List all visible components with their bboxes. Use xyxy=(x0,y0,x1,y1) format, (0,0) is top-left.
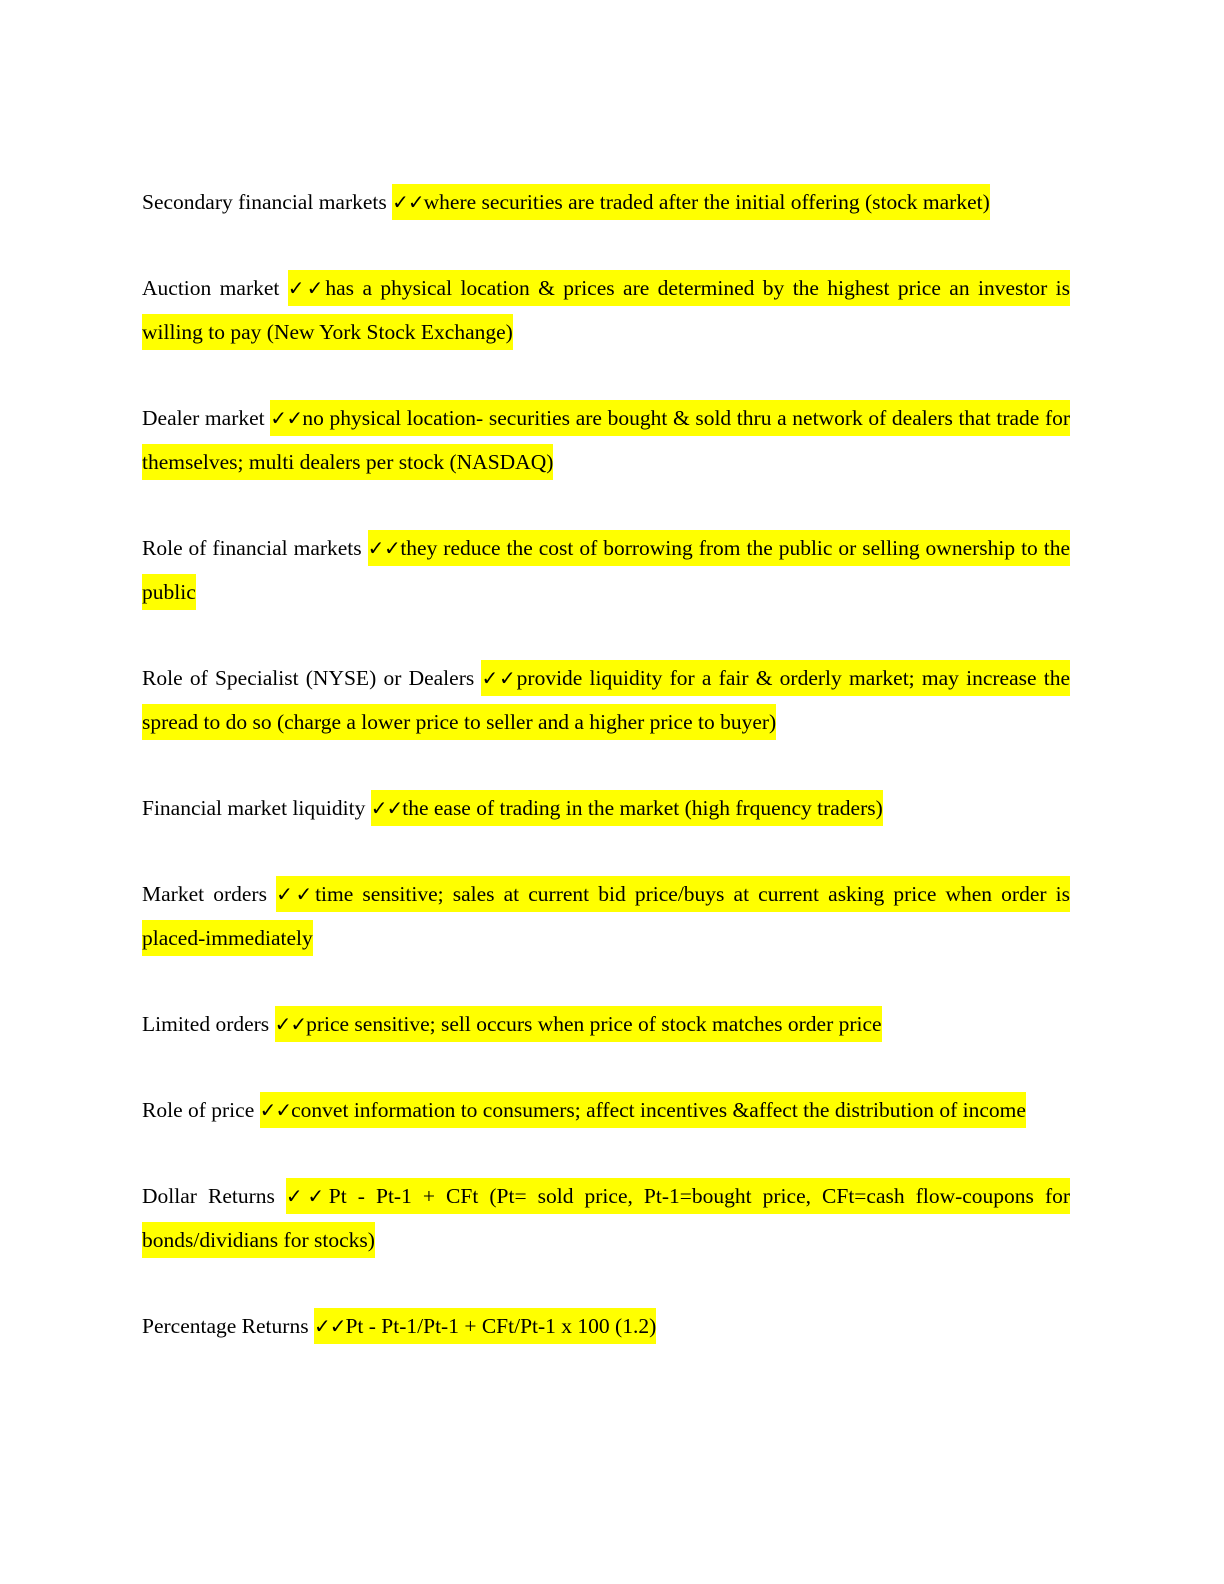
definition-text: Pt - Pt-1 + CFt (Pt= sold price, Pt-1=bought price, CFt=cash flow-coupons for bonds/dividians for stocks) xyxy=(142,1184,1071,1252)
double-check-icon: ✓✓ xyxy=(287,276,326,300)
entry-auction-market xyxy=(142,266,1070,354)
entry-dollar-returns xyxy=(142,1174,1070,1262)
entry-term: Role of price xyxy=(142,1098,255,1122)
entry-limited-orders xyxy=(142,1002,1070,1046)
entry-term: Dollar Returns xyxy=(142,1184,275,1208)
entry-definition xyxy=(314,1308,656,1344)
entry-market-orders xyxy=(142,872,1070,960)
entry-term: Role of financial markets xyxy=(142,536,362,560)
definition-text: time sensitive; sales at current bid price/buys at current asking price when order is placed-immediately xyxy=(142,882,1070,950)
entry-term: Limited orders xyxy=(142,1012,270,1036)
entry-definition xyxy=(371,790,883,826)
entry-term: Dealer market xyxy=(142,406,265,430)
entry-term: Auction market xyxy=(142,276,280,300)
double-check-icon: ✓✓ xyxy=(313,1314,346,1338)
double-check-icon: ✓✓ xyxy=(285,1184,329,1208)
definition-text: Pt - Pt-1/Pt-1 + CFt/Pt-1 x 100 (1.2) xyxy=(345,1314,657,1338)
definition-text: provide liquidity for a fair & orderly market; may increase the spread to do so (charge a lower price to seller and a higher price to buyer) xyxy=(142,666,1071,734)
double-check-icon: ✓✓ xyxy=(270,406,303,430)
entry-percentage-returns xyxy=(142,1304,1070,1348)
definition-text: has a physical location & prices are determined by the highest price an investor is willing to pay (New York Stock Exchange) xyxy=(142,276,1071,344)
entry-financial-market-liquidity xyxy=(142,786,1070,830)
entry-secondary-financial-markets xyxy=(142,180,1070,224)
entry-definition xyxy=(142,876,1070,956)
entry-role-of-specialist xyxy=(142,656,1070,744)
entry-definition xyxy=(142,270,1070,350)
entry-definition xyxy=(142,400,1070,480)
definition-text: they reduce the cost of borrowing from the public or selling ownership to the public xyxy=(142,536,1071,604)
double-check-icon: ✓✓ xyxy=(481,666,517,690)
entry-definition xyxy=(142,1178,1070,1258)
definition-text: where securities are traded after the initial offering (stock market) xyxy=(423,190,990,214)
entry-term: Market orders xyxy=(142,882,267,906)
entry-dealer-market xyxy=(142,396,1070,484)
flashcard-list xyxy=(142,180,1070,1390)
definition-text: the ease of trading in the market (high frquency traders) xyxy=(402,796,883,820)
double-check-icon: ✓✓ xyxy=(274,1012,307,1036)
entry-definition xyxy=(260,1092,1026,1128)
double-check-icon: ✓✓ xyxy=(276,882,316,906)
double-check-icon: ✓✓ xyxy=(367,536,401,560)
double-check-icon: ✓✓ xyxy=(392,190,424,214)
double-check-icon: ✓✓ xyxy=(259,1098,292,1122)
entry-term: Financial market liquidity xyxy=(142,796,366,820)
definition-text: convet information to consumers; affect incentives &affect the distribution of income xyxy=(291,1098,1026,1122)
definition-text: no physical location- securities are bought & sold thru a network of dealers that trade for themselves; multi dealers per stock (NASDAQ) xyxy=(142,406,1071,474)
entry-definition xyxy=(392,184,990,220)
definition-text: price sensitive; sell occurs when price of stock matches order price xyxy=(306,1012,882,1036)
double-check-icon: ✓✓ xyxy=(370,796,403,820)
entry-role-of-financial-markets xyxy=(142,526,1070,614)
entry-term: Secondary financial markets xyxy=(142,190,387,214)
entry-term: Percentage Returns xyxy=(142,1314,309,1338)
entry-role-of-price xyxy=(142,1088,1070,1132)
entry-definition xyxy=(275,1006,882,1042)
entry-term: Role of Specialist (NYSE) or Dealers xyxy=(142,666,475,690)
